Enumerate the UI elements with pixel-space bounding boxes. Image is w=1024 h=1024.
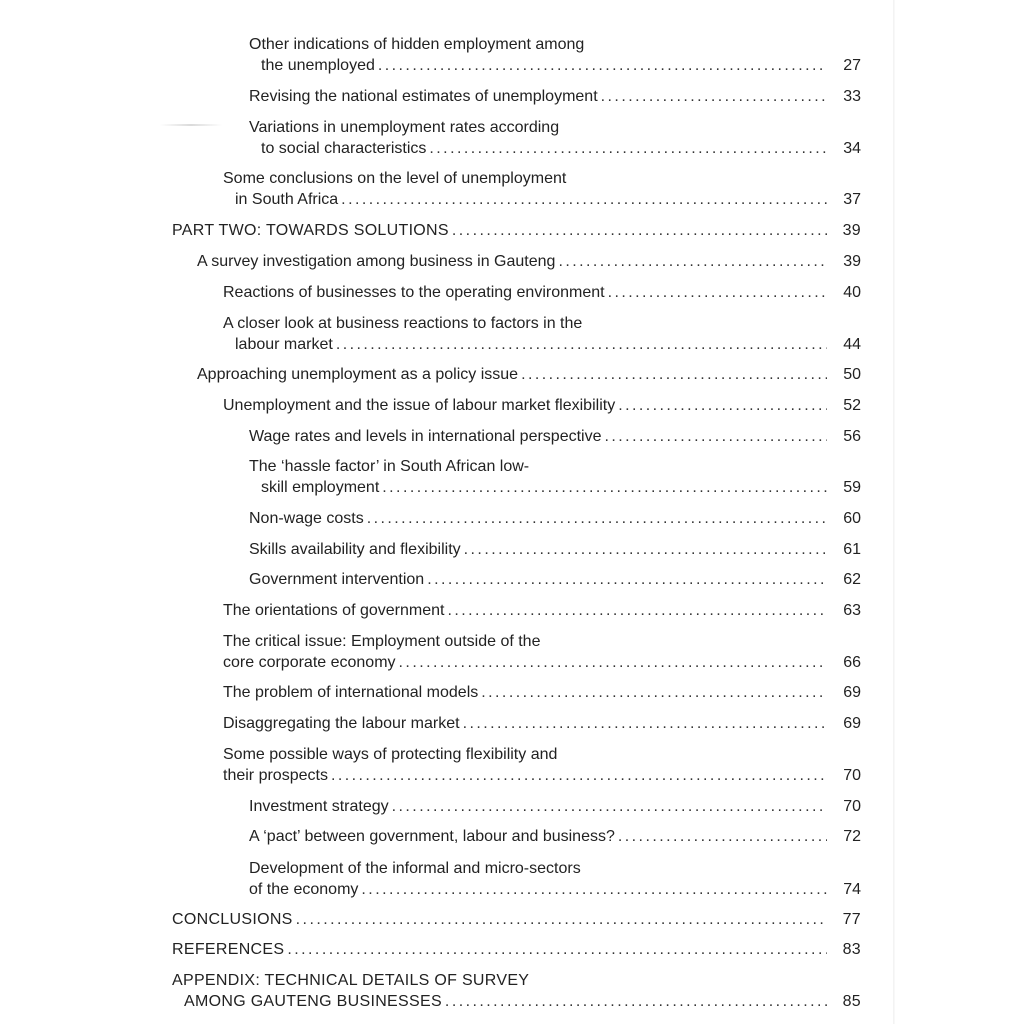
toc-entry-title: Non-wage costs	[249, 510, 364, 527]
toc-entry-title: Government intervention	[249, 571, 425, 588]
toc-page-number: 69	[843, 715, 861, 732]
leader-dots	[399, 652, 827, 673]
toc-entry-title: A ‘pact’ between government, labour and business?	[249, 828, 615, 845]
leader-dots	[361, 879, 827, 900]
leader-dots	[447, 600, 827, 621]
toc-page-number: 61	[843, 541, 861, 558]
leader-dots	[445, 991, 827, 1012]
toc-entry-title: The ‘hassle factor’ in South African low-	[249, 458, 530, 475]
toc-page-number: 69	[843, 684, 861, 701]
toc-page-number: 34	[843, 140, 861, 157]
toc-entry-title-cont: labour market	[235, 336, 333, 353]
leader-dots	[287, 939, 827, 960]
toc-section-title: CONCLUSIONS	[172, 911, 293, 928]
toc-entry-title: Revising the national estimates of unemployment	[249, 88, 598, 105]
toc-page-number: 50	[843, 366, 861, 383]
toc-entry-title: Variations in unemployment rates according	[249, 119, 560, 136]
leader-dots	[601, 86, 827, 107]
toc-page-number: 44	[843, 336, 861, 353]
toc-entry-lead-line	[249, 879, 861, 900]
toc-page-number: 59	[843, 479, 861, 496]
toc-page-number: 83	[842, 941, 861, 958]
toc-page-number: 70	[843, 798, 861, 815]
toc-entry-lead-line	[223, 765, 861, 786]
toc-entry-lead-line	[249, 826, 861, 847]
toc-entry-lead-line	[249, 796, 861, 817]
toc-entry-lead-line	[223, 713, 861, 734]
toc-entry-lead-line	[223, 282, 861, 303]
toc-entry-lead-line	[172, 909, 861, 930]
leader-dots	[605, 426, 828, 447]
leader-dots	[558, 251, 827, 272]
toc-entry-title: A survey investigation among business in Gauteng	[197, 253, 556, 270]
toc-page-number: 62	[843, 571, 861, 588]
toc-page-number: 60	[843, 510, 861, 527]
toc-entry-lead-line	[197, 364, 861, 385]
toc-page-number: 72	[843, 828, 861, 845]
toc-entry-title: The orientations of government	[223, 602, 445, 619]
toc-section-title: REFERENCES	[172, 941, 285, 958]
leader-dots	[367, 508, 827, 529]
toc-part-title: PART TWO: TOWARDS SOLUTIONS	[172, 222, 449, 239]
toc-entry-title: Development of the informal and micro-sectors	[249, 860, 581, 877]
toc-entry-title: The critical issue: Employment outside of the	[223, 633, 541, 650]
toc-entry-title: Some possible ways of protecting flexibility and	[223, 746, 558, 763]
toc-page-number: 39	[843, 253, 861, 270]
toc-entry-title: Reactions of businesses to the operating environment	[223, 284, 605, 301]
toc-entry-title: Other indications of hidden employment among	[249, 36, 585, 53]
toc-entry-title-cont: the unemployed	[261, 57, 375, 74]
toc-page-number: 63	[843, 602, 861, 619]
toc-entry-lead-line	[235, 334, 861, 355]
toc-page-number: 39	[842, 222, 861, 239]
toc-page-number: 40	[843, 284, 861, 301]
toc-page-number: 27	[843, 57, 861, 74]
toc-entry-lead-line	[235, 189, 861, 210]
toc-entry-title: Some conclusions on the level of unemployment	[223, 170, 567, 187]
toc-page-number: 33	[843, 88, 861, 105]
toc-entry-title-cont: core corporate economy	[223, 654, 396, 671]
toc-page-number: 66	[843, 654, 861, 671]
toc-entry-lead-line	[249, 508, 861, 529]
toc-entry-lead-line	[261, 138, 861, 159]
toc-entry-lead-line	[261, 55, 861, 76]
toc-page-number: 77	[842, 911, 861, 928]
toc-entry-lead-line	[261, 477, 861, 498]
leader-dots	[382, 477, 827, 498]
toc-entry-title-cont: in South Africa	[235, 191, 339, 208]
toc-entry-title: Unemployment and the issue of labour market flexibility	[223, 397, 616, 414]
toc-section-title-cont: AMONG GAUTENG BUSINESSES	[184, 993, 442, 1010]
toc-page-number: 52	[843, 397, 861, 414]
toc-entry-lead-line	[172, 220, 861, 241]
toc-entry-lead-line	[223, 600, 861, 621]
toc-entry-lead-line	[184, 991, 861, 1012]
leader-dots	[336, 334, 827, 355]
toc-entry-title-cont: to social characteristics	[261, 140, 427, 157]
toc-entry-lead-line	[249, 569, 861, 590]
leader-dots	[464, 539, 827, 560]
toc-entry-lead-line	[223, 652, 861, 673]
toc-page-number: 85	[842, 993, 861, 1010]
toc-entry-lead-line	[223, 682, 861, 703]
leader-dots	[429, 138, 827, 159]
leader-dots	[618, 826, 827, 847]
leader-dots	[427, 569, 827, 590]
leader-dots	[463, 713, 827, 734]
toc-page-number: 37	[843, 191, 861, 208]
toc-entry-lead-line	[197, 251, 861, 272]
leader-dots	[481, 682, 827, 703]
toc-entry-title: Skills availability and flexibility	[249, 541, 461, 558]
toc-page-number: 70	[843, 767, 861, 784]
toc-entry-lead-line	[249, 539, 861, 560]
toc-entry-title-cont: their prospects	[223, 767, 328, 784]
toc-entry-lead-line	[249, 86, 861, 107]
leader-dots	[296, 909, 827, 930]
toc-page-number: 74	[843, 881, 861, 898]
toc-entry-title: Disaggregating the labour market	[223, 715, 460, 732]
leader-dots	[378, 55, 827, 76]
toc-entry-title-cont: of the economy	[249, 881, 359, 898]
leader-dots	[341, 189, 827, 210]
toc-entry-title: The problem of international models	[223, 684, 479, 701]
toc-entry-lead-line	[223, 395, 861, 416]
leader-dots	[608, 282, 827, 303]
toc-section-title: APPENDIX: TECHNICAL DETAILS OF SURVEY	[172, 972, 530, 989]
toc-entry-title: A closer look at business reactions to factors in the	[223, 315, 583, 332]
leader-dots	[618, 395, 827, 416]
toc-entry-title-cont: skill employment	[261, 479, 380, 496]
leader-dots	[452, 220, 827, 241]
toc-page-number: 56	[843, 428, 861, 445]
toc-entry-lead-line	[249, 426, 861, 447]
leader-dots	[331, 765, 827, 786]
toc-entry-title: Wage rates and levels in international perspective	[249, 428, 602, 445]
toc-entry-title: Investment strategy	[249, 798, 389, 815]
leader-dots	[392, 796, 827, 817]
toc-entry-title: Approaching unemployment as a policy issue	[197, 366, 519, 383]
leader-dots	[521, 364, 827, 385]
toc-entry-lead-line	[172, 939, 861, 960]
